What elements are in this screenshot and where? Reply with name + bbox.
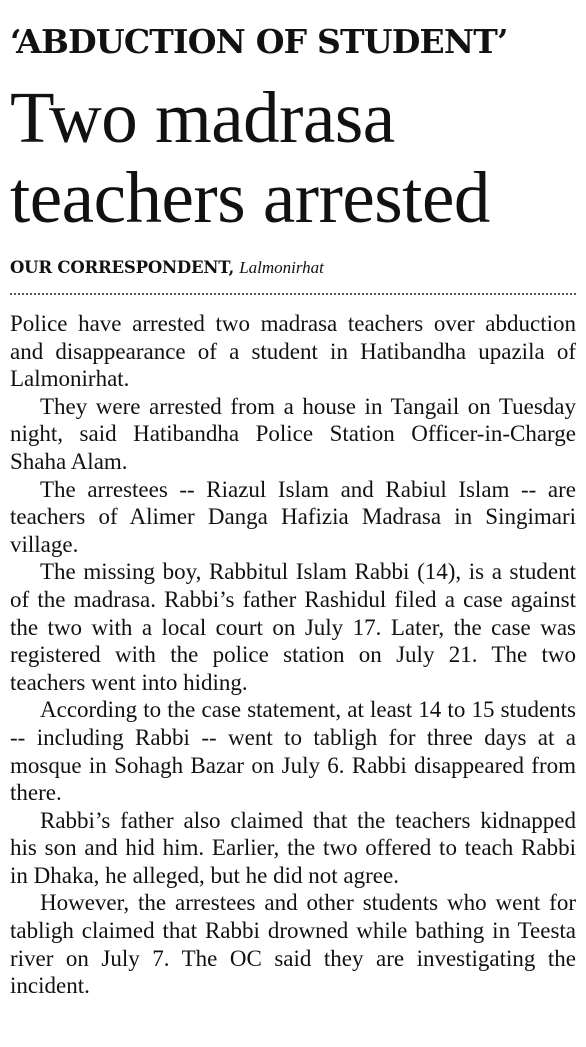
article-body — [10, 310, 576, 1000]
body-paragraph-5: According to the case statement, at least 14 to 15 students -- including Rabbi -- went to tabligh for three days at a mosque in Sohagh Bazar on July 6. Rabbi disappeared from there. — [10, 697, 576, 806]
dotted-divider — [10, 293, 576, 295]
body-paragraph-2: They were arrested from a house in Tangail on Tuesday night, said Hatibandha Police Station Officer-in-Charge Shaha Alam. — [10, 393, 576, 474]
kicker-heading: ‘ABDUCTION OF STUDENT’ — [10, 22, 508, 61]
headline-line-1: Two madrasa — [10, 77, 395, 158]
byline-location: Lalmonirhat — [239, 258, 324, 277]
body-paragraph-6: Rabbi’s father also claimed that the teachers kidnapped his son and hid him. Earlier, the two offered to teach Rabbi in Dhaka, he alleged, but he did not agree. — [10, 807, 576, 888]
body-paragraph-1: Police have arrested two madrasa teachers over abduction and disappearance of a student in Hatibandha upazila of Lalmonirhat. — [10, 311, 576, 392]
headline-line-2: teachers arrested — [10, 157, 490, 238]
body-paragraph-3: The arrestees -- Riazul Islam and Rabiul Islam -- are teachers of Alimer Danga Hafizia Madrasa in Singimari village. — [10, 476, 576, 557]
body-paragraph-7: However, the arrestees and other students who went for tabligh claimed that Rabbi drowned while bathing in Teesta river on July 7. The OC said they are investigating the incident. — [10, 890, 576, 999]
headline — [10, 78, 490, 238]
byline — [10, 256, 324, 280]
body-paragraph-4: The missing boy, Rabbitul Islam Rabbi (14), is a student of the madrasa. Rabbi’s father Rashidul filed a case against the two with a local court on July 17. Later, the case was registered with the police station on July 21. The two teachers went into hiding. — [10, 559, 576, 695]
byline-author: OUR CORRESPONDENT, — [10, 258, 235, 277]
